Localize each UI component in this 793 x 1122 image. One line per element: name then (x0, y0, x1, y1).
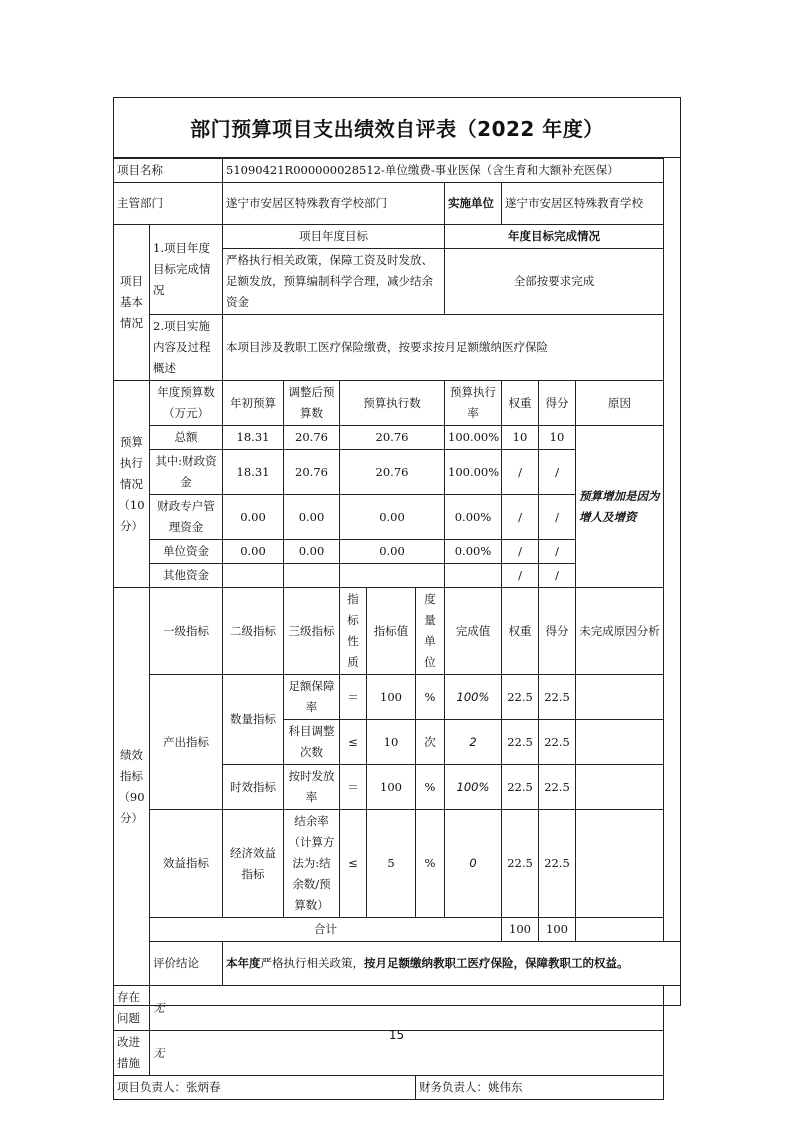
budget-header: 预算执行率 (445, 381, 502, 426)
done-text: 全部按要求完成 (445, 249, 664, 315)
table-row (114, 675, 681, 720)
budget-score: / (539, 450, 576, 495)
indicator-weight: 22.5 (502, 675, 539, 720)
page-number: 15 (388, 1028, 405, 1042)
output-label: 产出指标 (150, 675, 223, 810)
content-text: 本项目涉及教职工医疗保险缴费，按要求按月足额缴纳医疗保险 (223, 315, 664, 381)
budget-weight: / (502, 495, 539, 540)
goal-header-row (114, 225, 681, 249)
goal-text: 严格执行相关政策，保障工资及时发放、足额发放，预算编制科学合理，减少结余资金 (223, 249, 445, 315)
conclusion-text (223, 942, 681, 986)
indicator-score: 22.5 (539, 810, 576, 918)
budget-score: / (539, 540, 576, 564)
budget-label: 预算执行情况（10分） (114, 381, 150, 588)
indicator-reason (576, 765, 664, 810)
budget-initial: 0.00 (223, 540, 284, 564)
budget-adjusted: 20.76 (284, 426, 340, 450)
project-name-value: 51090421R000000028512-单位缴费-事业医保（含生育和大额补充医保） (223, 159, 664, 183)
budget-executed: 20.76 (340, 450, 445, 495)
qty-label: 数量指标 (223, 675, 284, 765)
indicator-value: 5 (367, 810, 416, 918)
budget-header: 原因 (576, 381, 664, 426)
budget-score: 10 (539, 426, 576, 450)
indicator-value: 10 (367, 720, 416, 765)
goal-label: 1.项目年度目标完成情况 (150, 225, 223, 315)
goal-header: 项目年度目标 (223, 225, 445, 249)
budget-rate: 0.00% (445, 540, 502, 564)
perf-header: 一级指标 (150, 588, 223, 675)
perf-header: 未完成原因分析 (576, 588, 664, 675)
total-score: 100 (539, 918, 576, 942)
perf-header-row (114, 588, 681, 675)
perf-header: 得分 (539, 588, 576, 675)
indicator-done: 100% (445, 765, 502, 810)
perf-header: 度量单位 (416, 588, 445, 675)
budget-header-row (114, 381, 681, 426)
issues-row (114, 986, 681, 1031)
dept-label: 主管部门 (114, 183, 223, 225)
budget-adjusted (284, 564, 340, 588)
budget-adjusted: 20.76 (284, 450, 340, 495)
indicator-nature: ＝ (340, 675, 367, 720)
budget-weight: / (502, 450, 539, 495)
improve-label: 改进措施 (114, 1031, 150, 1076)
budget-row-name: 其他资金 (150, 564, 223, 588)
budget-adjusted: 0.00 (284, 540, 340, 564)
indicator-name: 结余率（计算方法为:结余数/预算数） (284, 810, 340, 918)
content-row (114, 315, 681, 381)
indicator-done: 100% (445, 675, 502, 720)
indicator-done: 0 (445, 810, 502, 918)
indicator-score: 22.5 (539, 675, 576, 720)
indicator-done: 2 (445, 720, 502, 765)
indicator-value: 100 (367, 765, 416, 810)
econ-label: 经济效益指标 (223, 810, 284, 918)
budget-executed: 20.76 (340, 426, 445, 450)
indicator-reason (576, 675, 664, 720)
perf-label: 绩效指标（90分） (114, 588, 150, 986)
budget-rate: 100.00% (445, 450, 502, 495)
indicator-unit: % (416, 675, 445, 720)
budget-executed (340, 564, 445, 588)
dept-value: 遂宁市安居区特殊教育学校部门 (223, 183, 445, 225)
impl-value: 遂宁市安居区特殊教育学校 (502, 183, 664, 225)
budget-executed: 0.00 (340, 495, 445, 540)
indicator-unit: 次 (416, 720, 445, 765)
budget-row-name: 其中:财政资金 (150, 450, 223, 495)
perf-header: 指标值 (367, 588, 416, 675)
done-header: 年度目标完成情况 (445, 225, 664, 249)
evaluation-table (113, 158, 681, 1100)
project-name-label: 项目名称 (114, 159, 223, 183)
perf-header: 三级指标 (284, 588, 340, 675)
budget-header: 预算执行数 (340, 381, 445, 426)
budget-adjusted: 0.00 (284, 495, 340, 540)
content-label: 2.项目实施内容及过程概述 (150, 315, 223, 381)
budget-executed: 0.00 (340, 540, 445, 564)
budget-header: 调整后预算数 (284, 381, 340, 426)
indicator-nature: ≤ (340, 720, 367, 765)
budget-row-name: 总额 (150, 426, 223, 450)
benefit-label: 效益指标 (150, 810, 223, 918)
budget-row-name: 财政专户管理资金 (150, 495, 223, 540)
issues-value: 无 (150, 986, 664, 1031)
budget-score: / (539, 564, 576, 588)
conclusion-prefix: 本年度 (226, 956, 261, 970)
finance-lead: 财务负责人：姚伟东 (416, 1076, 664, 1100)
budget-rate: 0.00% (445, 495, 502, 540)
perf-header: 权重 (502, 588, 539, 675)
indicator-name: 按时发放率 (284, 765, 340, 810)
page-title: 部门预算项目支出绩效自评表（2022 年度） (113, 97, 681, 158)
improve-value: 无 (150, 1031, 664, 1076)
budget-row-name: 单位资金 (150, 540, 223, 564)
perf-header: 指标性质 (340, 588, 367, 675)
perf-header: 完成值 (445, 588, 502, 675)
indicator-score: 22.5 (539, 765, 576, 810)
table-row (114, 426, 681, 450)
budget-weight: / (502, 564, 539, 588)
budget-score: / (539, 495, 576, 540)
budget-rate (445, 564, 502, 588)
indicator-reason (576, 810, 664, 918)
indicator-name: 足额保障率 (284, 675, 340, 720)
indicator-weight: 22.5 (502, 810, 539, 918)
project-lead: 项目负责人：张炳春 (114, 1076, 416, 1100)
time-label: 时效指标 (223, 765, 284, 810)
impl-label: 实施单位 (445, 183, 502, 225)
budget-weight: 10 (502, 426, 539, 450)
indicator-nature: ＝ (340, 765, 367, 810)
conclusion-part1: 严格执行相关政策， (260, 956, 364, 970)
indicator-unit: % (416, 810, 445, 918)
signature-row (114, 1076, 681, 1100)
indicator-reason (576, 720, 664, 765)
budget-header: 权重 (502, 381, 539, 426)
budget-initial: 18.31 (223, 450, 284, 495)
budget-weight: / (502, 540, 539, 564)
indicator-score: 22.5 (539, 720, 576, 765)
basic-info-label: 项目基本情况 (114, 225, 150, 381)
indicator-weight: 22.5 (502, 765, 539, 810)
indicator-value: 100 (367, 675, 416, 720)
table-row (114, 810, 681, 918)
budget-header: 年初预算 (223, 381, 284, 426)
perf-header: 二级指标 (223, 588, 284, 675)
budget-header: 年度预算数（万元） (150, 381, 223, 426)
conclusion-part2: 按月足额缴纳教职工医疗保险，保障教职工的权益。 (364, 956, 629, 970)
total-row (114, 918, 681, 942)
indicator-nature: ≤ (340, 810, 367, 918)
budget-initial (223, 564, 284, 588)
indicator-unit: % (416, 765, 445, 810)
conclusion-row (114, 942, 681, 986)
budget-reason: 预算增加是因为增人及增资 (576, 426, 664, 588)
indicator-name: 科目调整次数 (284, 720, 340, 765)
issues-label: 存在问题 (114, 986, 150, 1031)
budget-initial: 0.00 (223, 495, 284, 540)
budget-initial: 18.31 (223, 426, 284, 450)
total-reason (576, 918, 664, 942)
project-name-row (114, 159, 681, 183)
total-weight: 100 (502, 918, 539, 942)
dept-row (114, 183, 681, 225)
conclusion-label: 评价结论 (150, 942, 223, 986)
total-label: 合计 (150, 918, 502, 942)
budget-header: 得分 (539, 381, 576, 426)
indicator-weight: 22.5 (502, 720, 539, 765)
budget-rate: 100.00% (445, 426, 502, 450)
